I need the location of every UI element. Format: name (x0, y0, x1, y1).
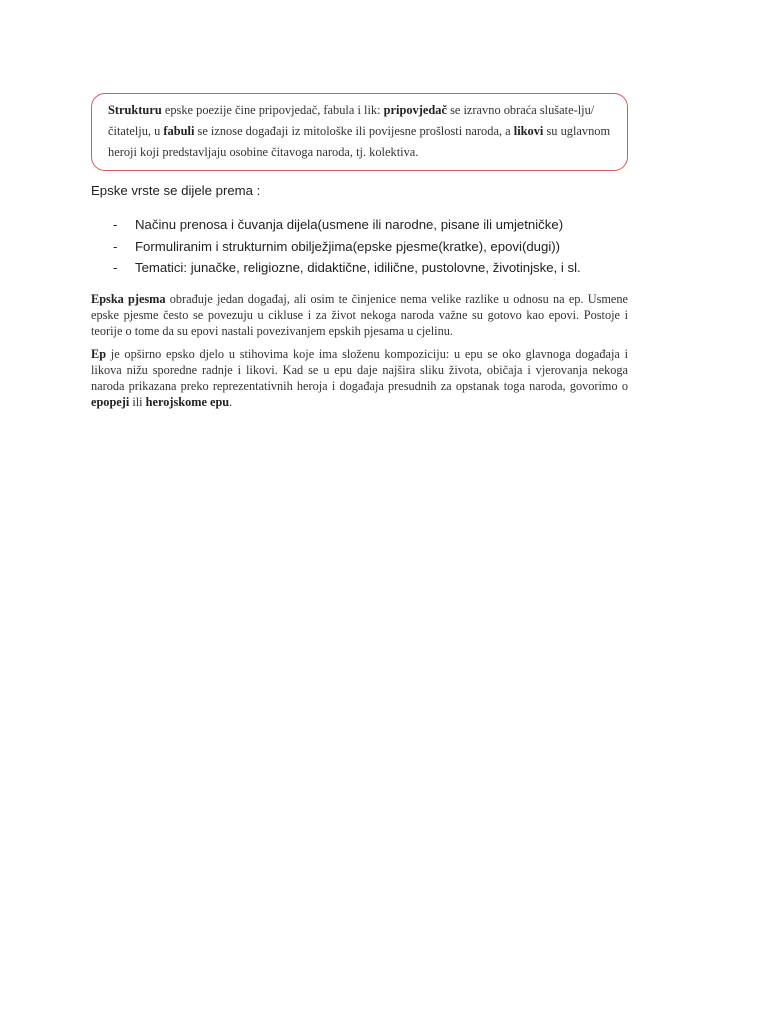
list-item: - Formuliranim i strukturnim obilježjima(epske pjesme(kratke), epovi(dugi)) (113, 239, 581, 261)
box-text: su uglavnom heroji koji predstavljaju osobine čitavoga naroda, tj. kolektiva. (108, 124, 611, 159)
paragraph-epska-pjesma (91, 291, 628, 339)
intro-text: Epske vrste se dijele prema : (91, 183, 261, 198)
term-likovi: likovi (513, 124, 544, 138)
term-herojski-ep: herojskome epu (145, 395, 230, 409)
paragraph-text: . (229, 395, 233, 409)
list-item: - Tematici: junačke, religiozne, didaktične, idilične, pustolovne, životinjske, i sl. (113, 260, 581, 282)
box-text: se iznose događaji iz mitološke ili povijesne prošlosti naroda, a (194, 124, 514, 138)
paragraph-text: je opširno epsko djelo u stihovima koje ima složenu kompoziciju: u epu se oko glavnoga događaja i likova nižu sporedne radnje i likovi. Kad se u epu daje najšira sliku života, običaja i vjerovanja nekoga naroda prikazana preko reprezentativnih heroja i događaja presudnih za opstanak toga naroda, govorimo o (91, 347, 628, 393)
box-text: se izravno obraća slušate-lju/čitatelju, u (108, 103, 595, 138)
list-item: - Načinu prenosa i čuvanja dijela(usmene ili narodne, pisane ili umjetničke) (113, 217, 581, 239)
highlight-box (91, 93, 628, 171)
paragraph-text: obrađuje jedan događaj, ali osim te činjenice nema velike razlike u odnosu na ep. Usmene epske pjesme često se povezuju u cikluse i za život nekoga naroda važne su gotovo kao epovi. Postoje i teorije o tome da su epovi nastali povezivanjem epskih pjesama u cjelinu. (91, 292, 628, 338)
term-epopeja: epopeji (91, 395, 130, 409)
term-pripovjedac: pripovjedač (383, 103, 447, 117)
term-strukturu: Strukturu (108, 103, 162, 117)
paragraph-text: ili (129, 395, 146, 409)
term-fabula: fabuli (163, 124, 195, 138)
box-text: epske poezije čine pripovjedač, fabula i lik: (161, 103, 384, 117)
paragraph-ep (91, 346, 628, 410)
term-epska-pjesma: Epska pjesma (91, 292, 166, 306)
term-ep: Ep (91, 347, 107, 361)
epic-types-list (113, 217, 581, 282)
